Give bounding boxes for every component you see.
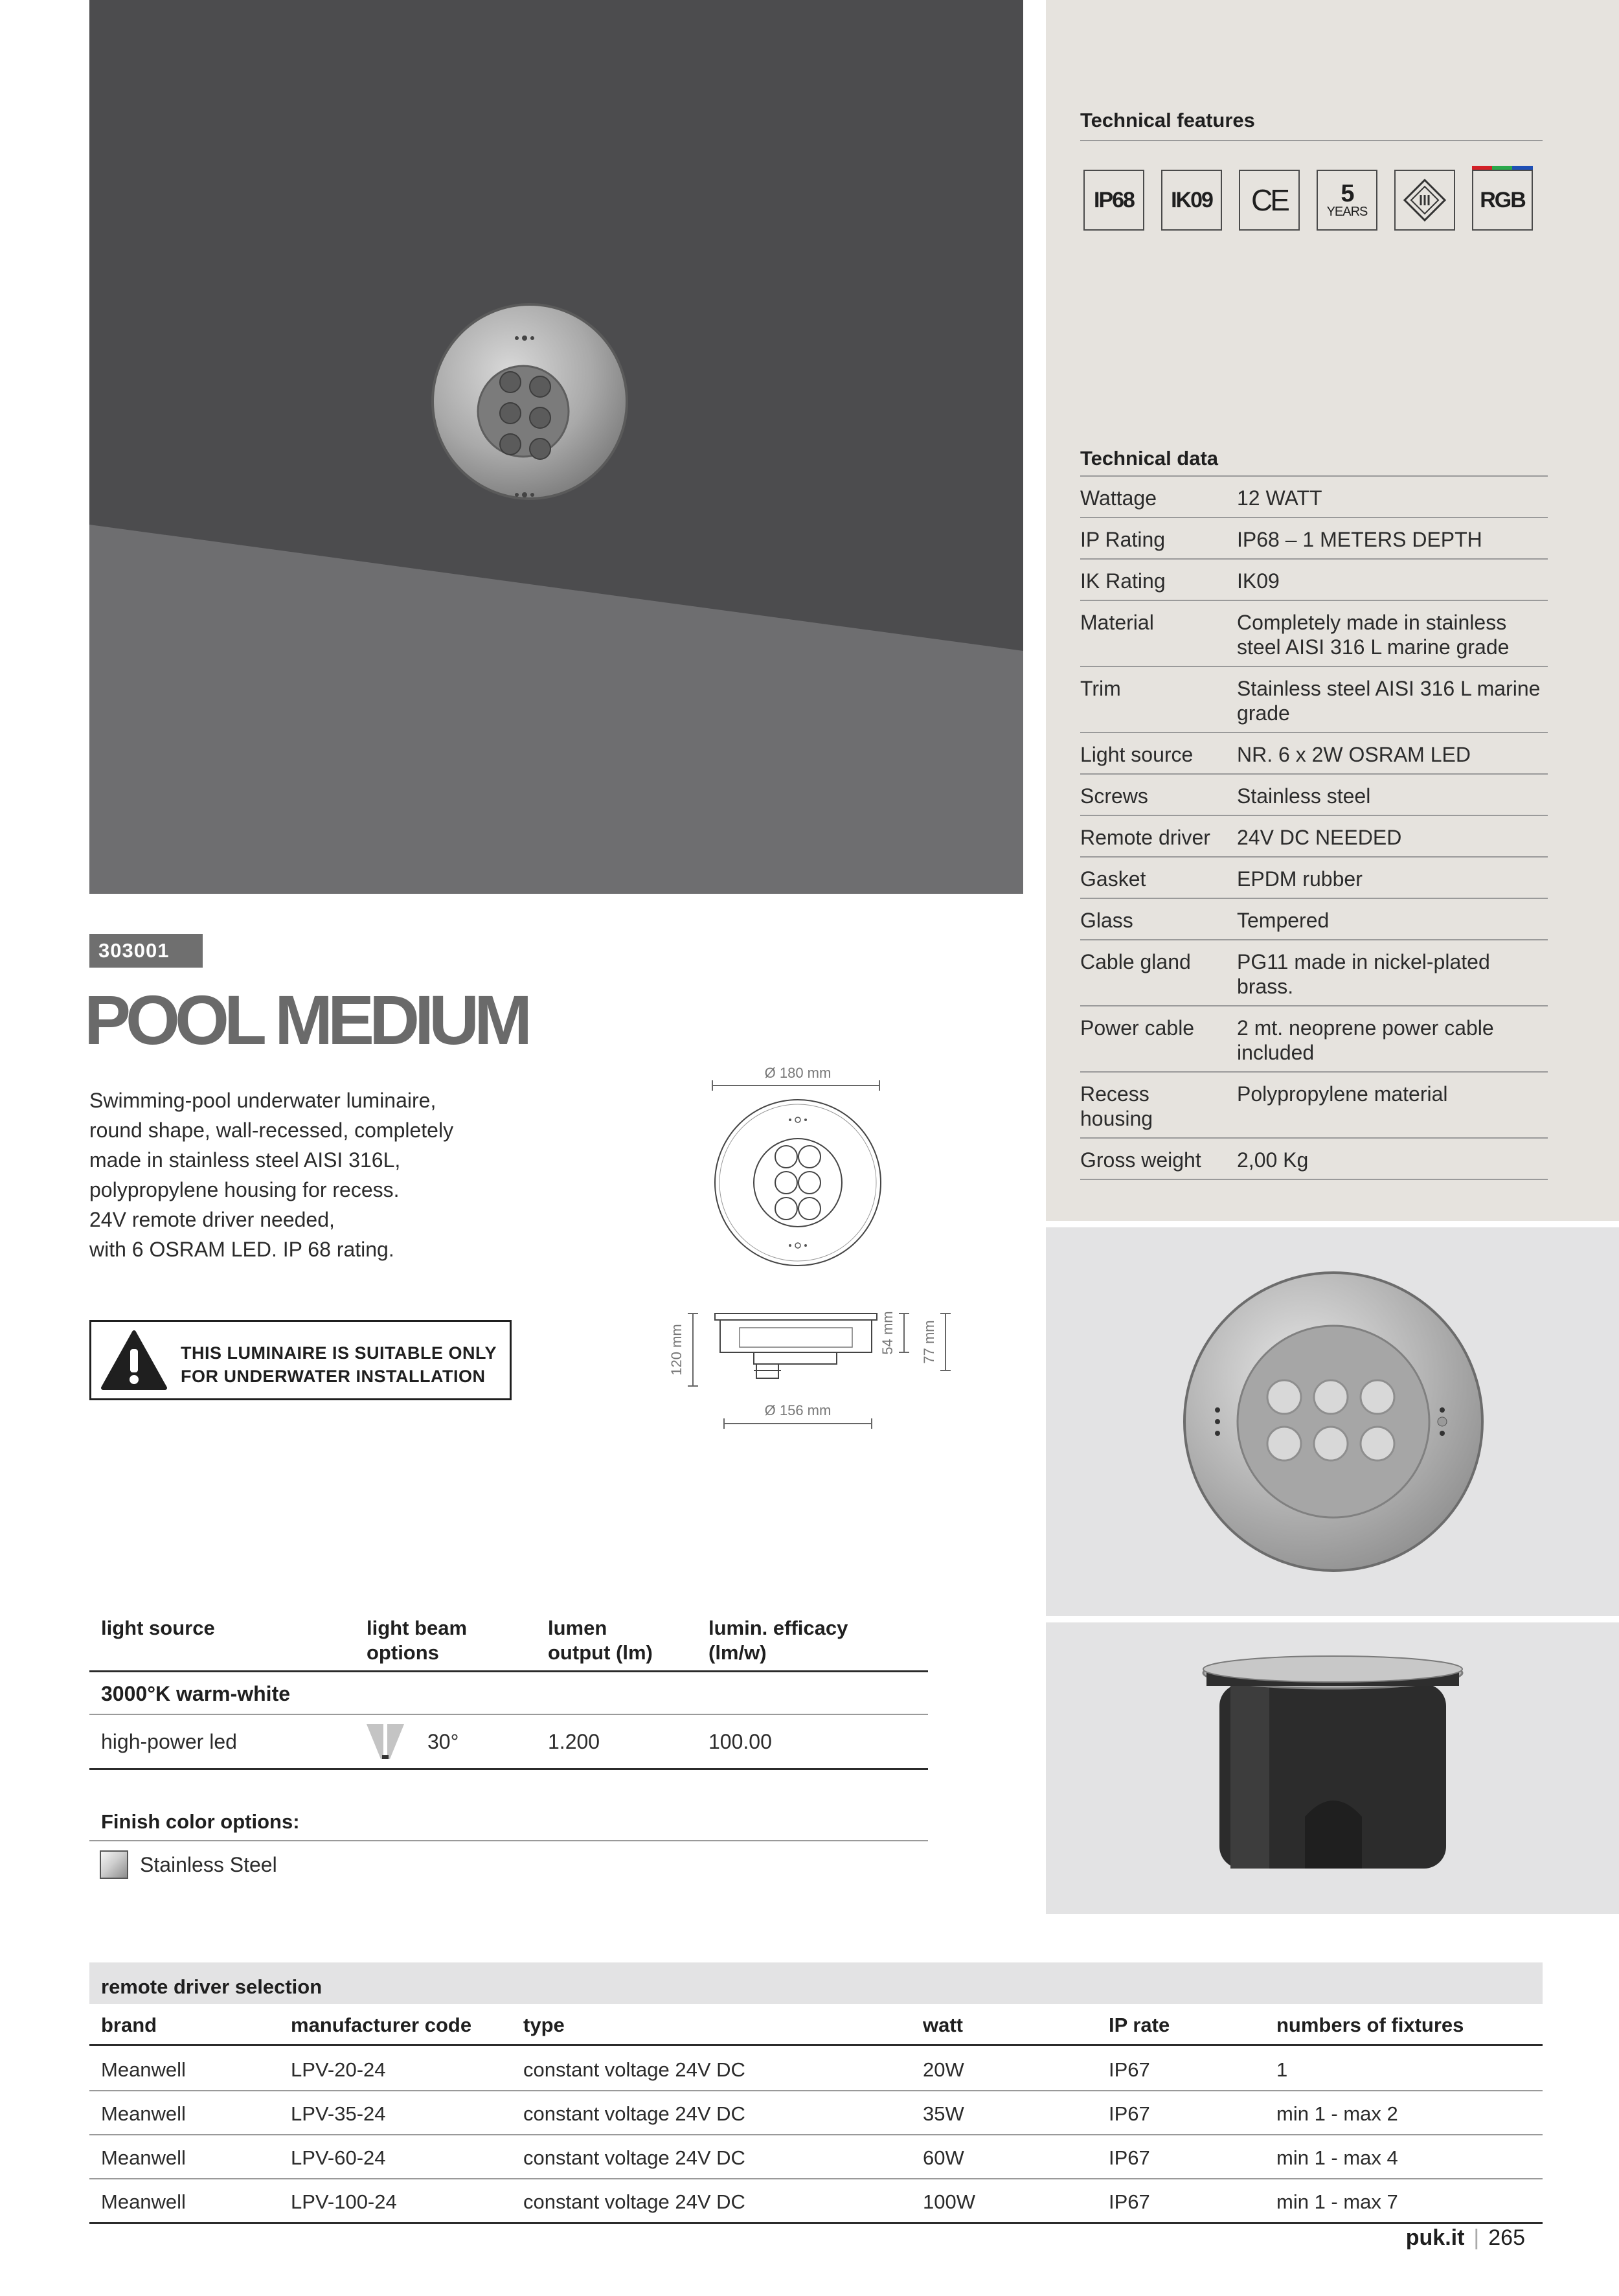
product-name: POOL MEDIUM	[84, 981, 528, 1059]
remote-driver-table	[89, 1962, 1543, 2224]
housing-diameter-label: Ø 156 mm	[764, 1402, 832, 1418]
ce-mark: CE	[1239, 170, 1300, 231]
page-number: 265	[1488, 2225, 1525, 2250]
tech-row-ip-rating: IP Rating IP68 – 1 METERS DEPTH	[1080, 517, 1548, 558]
front-diameter-label: Ø 180 mm	[764, 1065, 832, 1081]
body-height-label: 77 mm	[921, 1320, 937, 1364]
tech-row-recess-housing: Recess housing Polypropylene material	[1080, 1071, 1548, 1137]
product-front-photo	[1046, 1227, 1619, 1616]
table-row: Meanwell LPV-60-24 constant voltage 24V DC 60W IP67 min 1 - max 4	[89, 2135, 1543, 2179]
front-view-drawing	[712, 1065, 881, 1266]
warning-box	[89, 1320, 512, 1400]
class-iii-icon	[1402, 177, 1447, 223]
description-line: made in stainless steel AISI 316L,	[89, 1148, 401, 1172]
description-line: with 6 OSRAM LED. IP 68 rating.	[89, 1238, 394, 1261]
description-line: Swimming-pool underwater luminaire,	[89, 1089, 436, 1112]
side-view-drawing	[668, 1311, 951, 1429]
beam-angle-icon	[367, 1724, 404, 1759]
tech-row-screws: Screws Stainless steel	[1080, 773, 1548, 815]
tech-row-light-source: Light source NR. 6 x 2W OSRAM LED	[1080, 732, 1548, 773]
ip68-badge: IP68	[1083, 170, 1144, 231]
tech-row-gross-weight: Gross weight 2,00 Kg	[1080, 1137, 1548, 1180]
technical-feature-badges	[1083, 170, 1533, 231]
ik09-badge: IK09	[1161, 170, 1222, 231]
technical-features-title: Technical features	[1080, 109, 1255, 131]
total-height-label: 120 mm	[668, 1324, 685, 1376]
product-description	[89, 1085, 607, 1264]
light-source-header	[89, 1616, 928, 1672]
footer-separator: |	[1473, 2225, 1480, 2250]
description-line: polypropylene housing for recess.	[89, 1178, 400, 1201]
header-lumin-efficacy: lumin. efficacy (lm/w)	[708, 1617, 848, 1664]
header-light-beam: light beam options	[367, 1617, 468, 1664]
header-light-source: light source	[101, 1617, 215, 1639]
tech-row-trim: Trim Stainless steel AISI 316 L marine grade	[1080, 666, 1548, 732]
finish-options	[89, 1810, 928, 1879]
page-footer	[1406, 2225, 1525, 2251]
stainless-steel-swatch	[100, 1850, 128, 1879]
technical-features-rule	[1080, 140, 1543, 141]
table-row: high-power led 30° 1.200 100.00	[89, 1715, 928, 1770]
tech-row-wattage: Wattage 12 WATT	[1080, 475, 1548, 517]
table-row: Meanwell LPV-35-24 constant voltage 24V DC 35W IP67 min 1 - max 2	[89, 2091, 1543, 2135]
light-source-table	[89, 1616, 928, 1770]
tech-row-cable-gland: Cable gland PG11 made in nickel-plated brass.	[1080, 939, 1548, 1005]
description-line: 24V remote driver needed,	[89, 1208, 335, 1231]
trim-height-label: 54 mm	[879, 1311, 896, 1355]
warranty-5-years-badge: 5 YEARS	[1317, 170, 1377, 231]
site-link[interactable]: puk.it	[1405, 2225, 1465, 2250]
finish-title: Finish color options:	[89, 1810, 928, 1841]
finish-option-stainless-steel: Stainless Steel	[89, 1841, 928, 1879]
technical-data-title: Technical data	[1080, 447, 1219, 470]
product-code-badge: 303001	[89, 934, 203, 968]
recess-housing-photo	[1046, 1622, 1619, 1914]
tech-row-power-cable: Power cable 2 mt. neoprene power cable included	[1080, 1005, 1548, 1071]
beam-angle-value: 30°	[427, 1730, 459, 1753]
header-lumen-output: lumen output (lm)	[548, 1617, 653, 1664]
description-line: round shape, wall-recessed, completely	[89, 1119, 454, 1142]
tech-row-gasket: Gasket EPDM rubber	[1080, 856, 1548, 898]
class-iii-badge	[1394, 170, 1455, 231]
tech-row-glass: Glass Tempered	[1080, 898, 1548, 939]
remote-driver-header: brand manufacturer code type watt IP rate numbers of fixtures	[89, 2004, 1543, 2046]
warning-icon	[100, 1330, 168, 1391]
remote-driver-title: remote driver selection	[89, 1962, 1543, 2004]
tech-row-material: Material Completely made in stainless steel AISI 316 L marine grade	[1080, 600, 1548, 666]
warning-text: THIS LUMINAIRE IS SUITABLE ONLY FOR UNDERWATER INSTALLATION	[181, 1343, 497, 1386]
tech-row-ik-rating: IK Rating IK09	[1080, 558, 1548, 600]
table-row: Meanwell LPV-20-24 constant voltage 24V DC 20W IP67 1	[89, 2046, 1543, 2091]
color-temperature-category: 3000°K warm-white	[89, 1672, 928, 1715]
dimension-drawings	[648, 1056, 971, 1438]
tech-row-remote-driver: Remote driver 24V DC NEEDED	[1080, 815, 1548, 856]
table-row: Meanwell LPV-100-24 constant voltage 24V DC 100W IP67 min 1 - max 7	[89, 2179, 1543, 2224]
technical-data-table	[1080, 475, 1548, 1180]
rgb-badge: RGB	[1472, 170, 1533, 231]
hero-photo	[89, 0, 1023, 894]
